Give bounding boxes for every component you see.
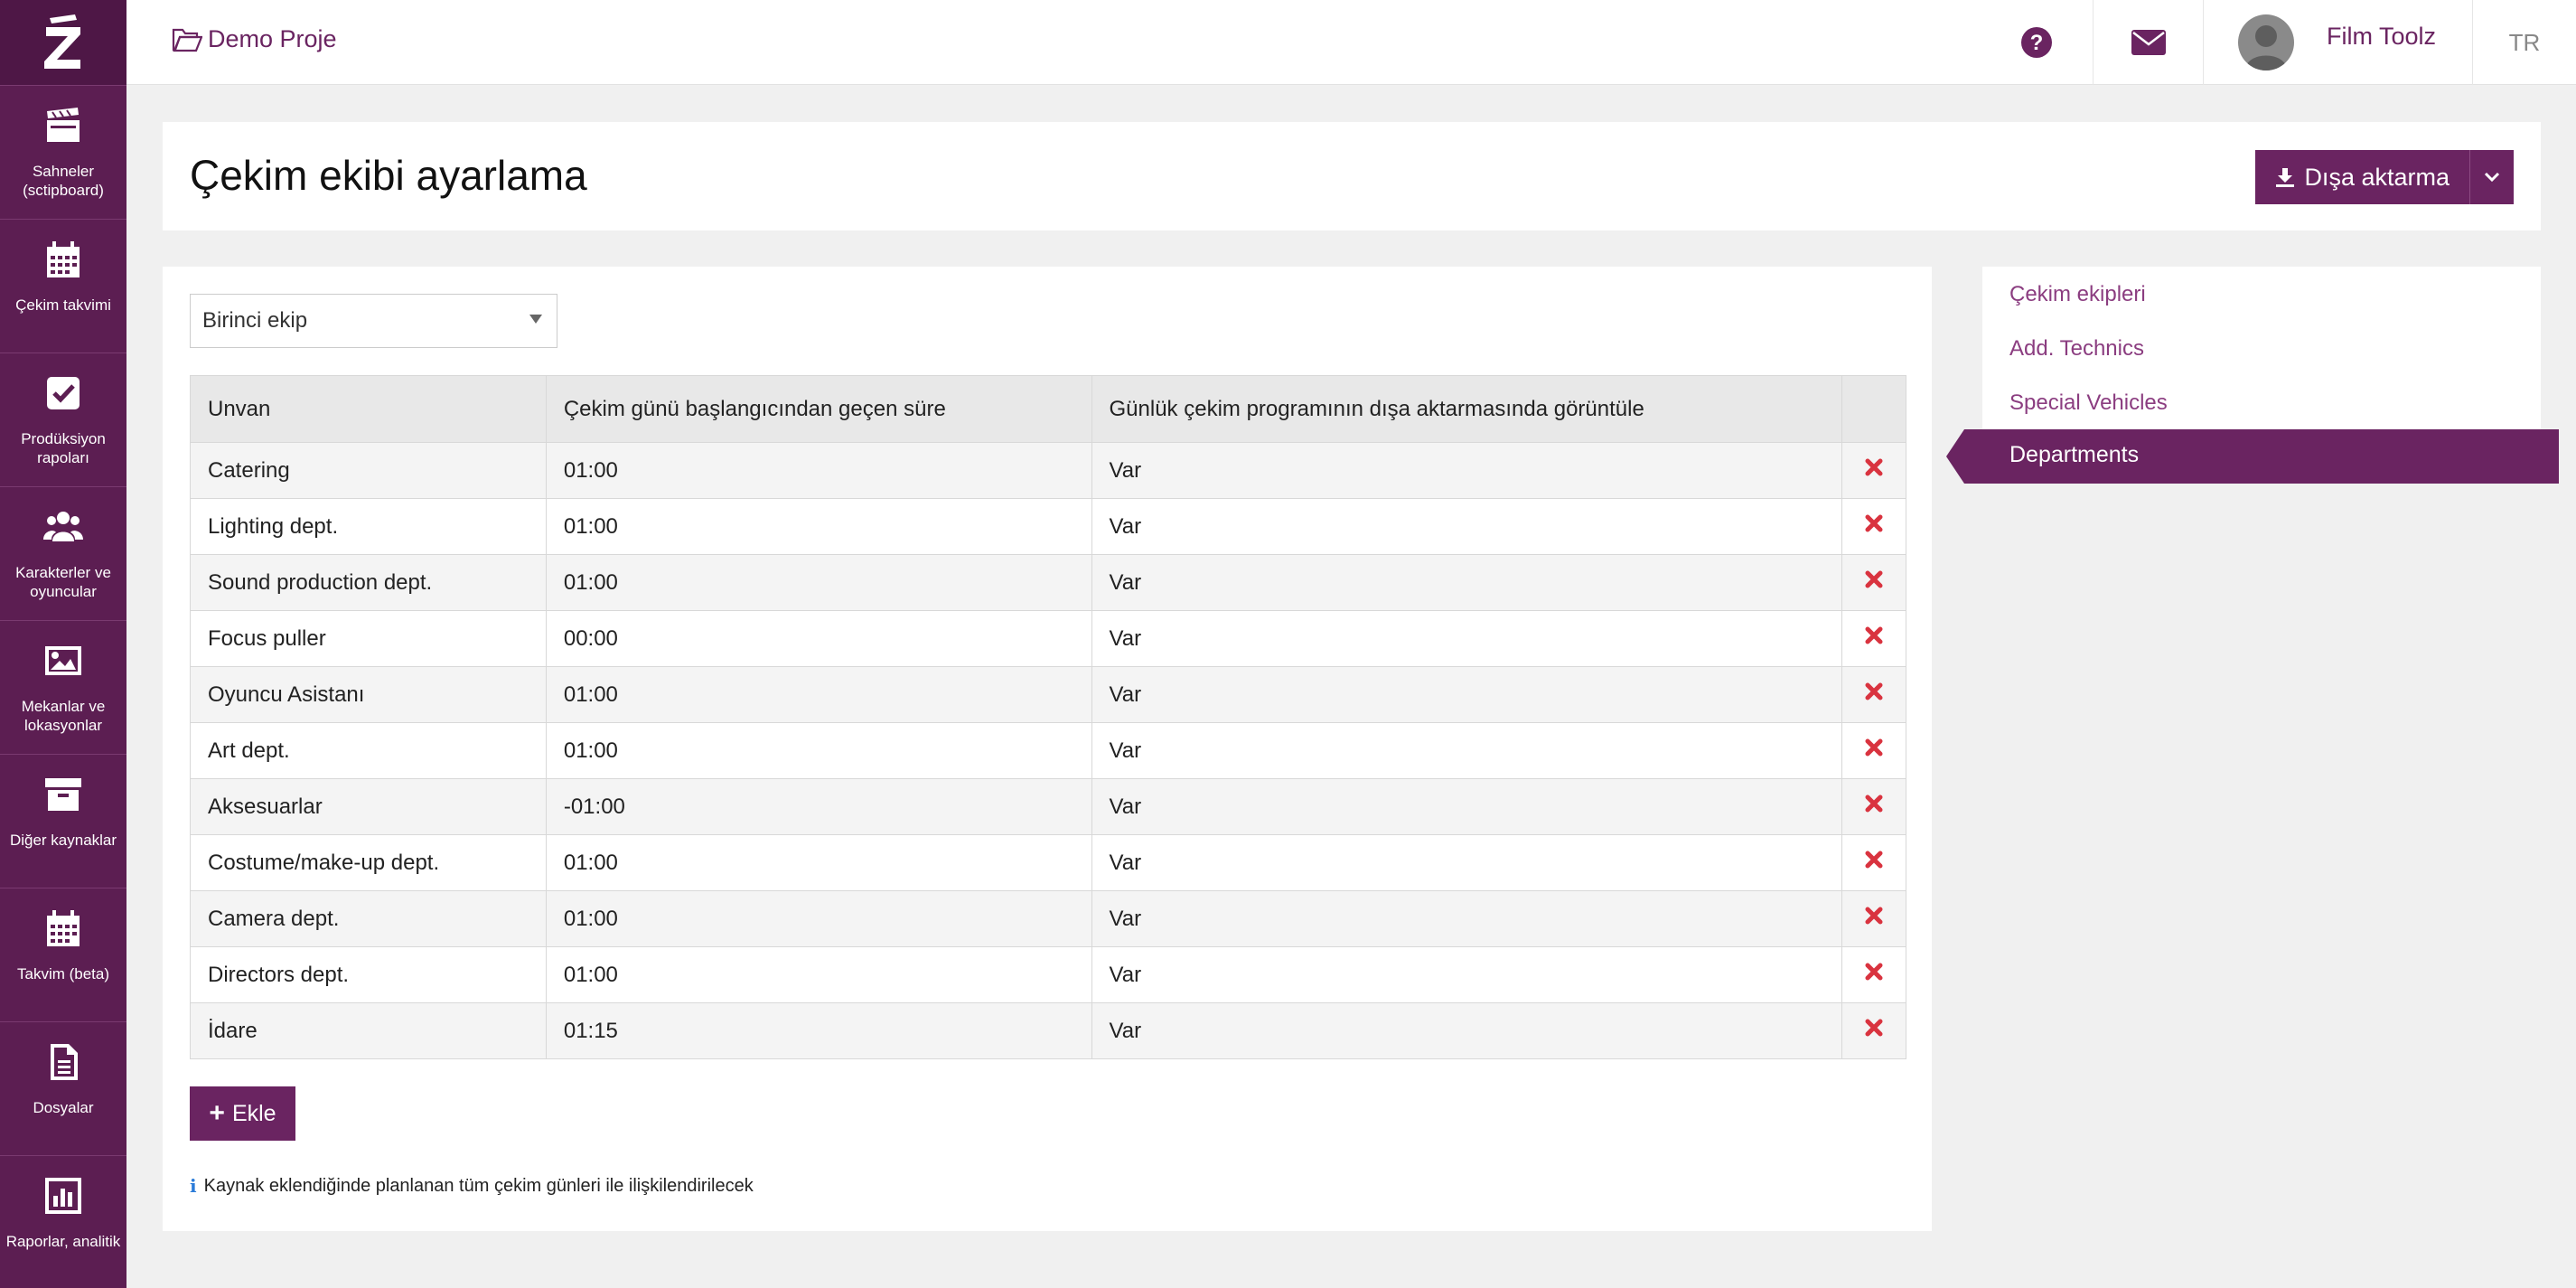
delete-row-button[interactable]	[1842, 555, 1906, 611]
cell-show[interactable]: Var	[1091, 443, 1841, 499]
table-row	[191, 667, 1906, 723]
delete-icon	[1864, 794, 1884, 813]
project-name: Demo Proje	[208, 25, 337, 52]
cell-show[interactable]: Var	[1091, 947, 1841, 1003]
table-row	[191, 835, 1906, 891]
cell-show[interactable]: Var	[1091, 1003, 1841, 1059]
cell-offset[interactable]: 01:00	[546, 667, 1091, 723]
cell-offset[interactable]: 01:00	[546, 723, 1091, 779]
side-menu	[1982, 267, 2541, 484]
table-row	[191, 443, 1906, 499]
table-row	[191, 555, 1906, 611]
delete-row-button[interactable]	[1842, 835, 1906, 891]
table-row	[191, 611, 1906, 667]
download-icon	[2275, 167, 2295, 187]
delete-row-button[interactable]	[1842, 891, 1906, 947]
delete-icon	[1864, 1018, 1884, 1038]
topbar	[126, 0, 2576, 85]
help-icon	[2021, 27, 2052, 58]
delete-icon	[1864, 850, 1884, 870]
user-menu[interactable]	[2203, 0, 2472, 85]
chevron-down-icon	[2484, 172, 2500, 183]
delete-row-button[interactable]	[1842, 667, 1906, 723]
side-menu-item-departments[interactable]: Departments	[2009, 442, 2140, 467]
table-header-row	[191, 376, 1906, 443]
sidebar-item-reports-analytics[interactable]	[0, 1155, 126, 1288]
delete-icon	[1864, 962, 1884, 982]
cell-show[interactable]: Var	[1091, 667, 1841, 723]
add-button[interactable]	[190, 1086, 295, 1141]
sidebar-item-label: Mekanlar ve lokasyonlar	[21, 698, 106, 734]
sidebar-item-scenes[interactable]	[0, 85, 126, 219]
messages-button[interactable]	[2093, 0, 2203, 85]
cell-show[interactable]: Var	[1091, 835, 1841, 891]
sidebar-item-locations[interactable]	[0, 620, 126, 754]
cell-offset[interactable]: 01:00	[546, 891, 1091, 947]
column-header-show: Günlük çekim programının dışa aktarmasında görüntüle	[1091, 376, 1841, 443]
sidebar-item-production-reports[interactable]	[0, 353, 126, 486]
side-menu-item-add-technics[interactable]: Add. Technics	[2009, 336, 2144, 361]
envelope-icon	[2131, 30, 2166, 55]
departments-table	[190, 375, 1906, 1059]
cell-offset[interactable]: 01:00	[546, 443, 1091, 499]
delete-icon	[1864, 513, 1884, 533]
delete-row-button[interactable]	[1842, 779, 1906, 835]
sidebar-item-label: Raporlar, analitik	[5, 1233, 121, 1250]
table-row	[191, 891, 1906, 947]
page-title: Çekim ekibi ayarlama	[190, 152, 587, 199]
side-menu-item-special-vehicles[interactable]: Special Vehicles	[2009, 390, 2168, 415]
avatar-placeholder-icon	[2238, 14, 2294, 71]
delete-icon	[1864, 569, 1884, 589]
cell-offset[interactable]: 01:00	[546, 947, 1091, 1003]
cell-offset[interactable]: 00:00	[546, 611, 1091, 667]
folder-open-icon	[172, 26, 202, 53]
cell-show[interactable]: Var	[1091, 723, 1841, 779]
sidebar-item-label: Diğer kaynaklar	[9, 832, 117, 849]
help-button[interactable]	[1980, 0, 2093, 85]
table-row	[191, 947, 1906, 1003]
cell-title[interactable]: Sound production dept.	[191, 555, 547, 611]
delete-icon	[1864, 906, 1884, 926]
app-logo[interactable]	[0, 0, 126, 85]
clapperboard-icon	[43, 106, 83, 146]
add-button-label: Ekle	[231, 1100, 276, 1126]
calendar-beta-icon	[43, 908, 83, 948]
sidebar-item-label: Sahneler (sctipboard)	[23, 163, 104, 199]
crew-select[interactable]	[190, 294, 557, 348]
cell-title[interactable]: Art dept.	[191, 723, 547, 779]
checkbox-icon	[43, 373, 83, 413]
sidebar-item-label: Karakterler ve oyuncular	[15, 564, 111, 600]
column-header-actions	[1842, 376, 1906, 443]
delete-row-button[interactable]	[1842, 611, 1906, 667]
info-note	[190, 1175, 754, 1197]
table-row	[191, 723, 1906, 779]
side-menu-item-crews[interactable]: Çekim ekipleri	[2009, 282, 2146, 306]
info-icon: i	[190, 1175, 197, 1197]
delete-row-button[interactable]	[1842, 1003, 1906, 1059]
table-row	[191, 499, 1906, 555]
title-card	[163, 122, 2541, 230]
users-icon	[43, 507, 83, 547]
svg-text:?: ?	[2029, 31, 2043, 55]
sidebar-item-calendar-beta[interactable]	[0, 888, 126, 1021]
plus-icon: +	[209, 1098, 225, 1128]
column-header-offset: Çekim günü başlangıcından geçen süre	[546, 376, 1091, 443]
crew-select-value: Birinci ekip	[202, 308, 308, 333]
sidebar-item-characters-actors[interactable]	[0, 486, 126, 620]
delete-row-button[interactable]	[1842, 443, 1906, 499]
logo-icon	[42, 14, 84, 71]
sidebar	[0, 0, 126, 1288]
delete-icon	[1864, 457, 1884, 477]
cell-title[interactable]: Focus puller	[191, 611, 547, 667]
calendar-icon	[43, 240, 83, 279]
cell-title[interactable]: Lighting dept.	[191, 499, 547, 555]
delete-row-button[interactable]	[1842, 947, 1906, 1003]
delete-icon	[1864, 625, 1884, 645]
sidebar-item-other-resources[interactable]	[0, 754, 126, 888]
cell-title[interactable]: İdare	[191, 1003, 547, 1059]
sidebar-item-files[interactable]	[0, 1021, 126, 1155]
sidebar-item-label: Prodüksiyon rapoları	[21, 430, 106, 466]
sidebar-item-label: Takvim (beta)	[16, 965, 110, 982]
archive-icon	[43, 775, 83, 814]
delete-row-button[interactable]	[1842, 499, 1906, 555]
select-caret-icon	[529, 315, 542, 324]
export-button-group	[2255, 150, 2514, 204]
export-dropdown-toggle[interactable]	[2470, 150, 2514, 204]
avatar	[2238, 14, 2294, 71]
cell-show[interactable]: Var	[1091, 499, 1841, 555]
export-button[interactable]	[2255, 150, 2470, 204]
cell-offset[interactable]: 01:15	[546, 1003, 1091, 1059]
sidebar-item-label: Çekim takvimi	[15, 296, 111, 314]
cell-title[interactable]: Catering	[191, 443, 547, 499]
cell-title[interactable]: Camera dept.	[191, 891, 547, 947]
project-link[interactable]	[172, 25, 337, 53]
main-card	[163, 267, 1932, 1231]
cell-show[interactable]: Var	[1091, 611, 1841, 667]
info-text: Kaynak eklendiğinde planlanan tüm çekim günleri ile ilişkilendirilecek	[203, 1175, 754, 1196]
file-icon	[43, 1042, 83, 1082]
cell-title[interactable]: Costume/make-up dept.	[191, 835, 547, 891]
username: Film Toolz	[2327, 22, 2437, 50]
cell-title[interactable]: Oyuncu Asistanı	[191, 667, 547, 723]
cell-offset[interactable]: -01:00	[546, 779, 1091, 835]
cell-title[interactable]: Directors dept.	[191, 947, 547, 1003]
cell-offset[interactable]: 01:00	[546, 555, 1091, 611]
image-icon	[43, 641, 83, 681]
bar-chart-icon	[43, 1176, 83, 1216]
sidebar-item-label: Dosyalar	[33, 1099, 94, 1116]
table-row	[191, 779, 1906, 835]
cell-offset[interactable]: 01:00	[546, 835, 1091, 891]
sidebar-item-shooting-schedule[interactable]	[0, 219, 126, 353]
cell-title[interactable]: Aksesuarlar	[191, 779, 547, 835]
export-button-label: Dışa aktarma	[2304, 163, 2450, 191]
column-header-title: Unvan	[191, 376, 547, 443]
cell-show[interactable]: Var	[1091, 891, 1841, 947]
language-switch[interactable]: TR	[2472, 0, 2576, 85]
cell-offset[interactable]: 01:00	[546, 499, 1091, 555]
delete-icon	[1864, 738, 1884, 757]
cell-show[interactable]: Var	[1091, 555, 1841, 611]
delete-icon	[1864, 682, 1884, 701]
table-row	[191, 1003, 1906, 1059]
cell-show[interactable]: Var	[1091, 779, 1841, 835]
delete-row-button[interactable]	[1842, 723, 1906, 779]
